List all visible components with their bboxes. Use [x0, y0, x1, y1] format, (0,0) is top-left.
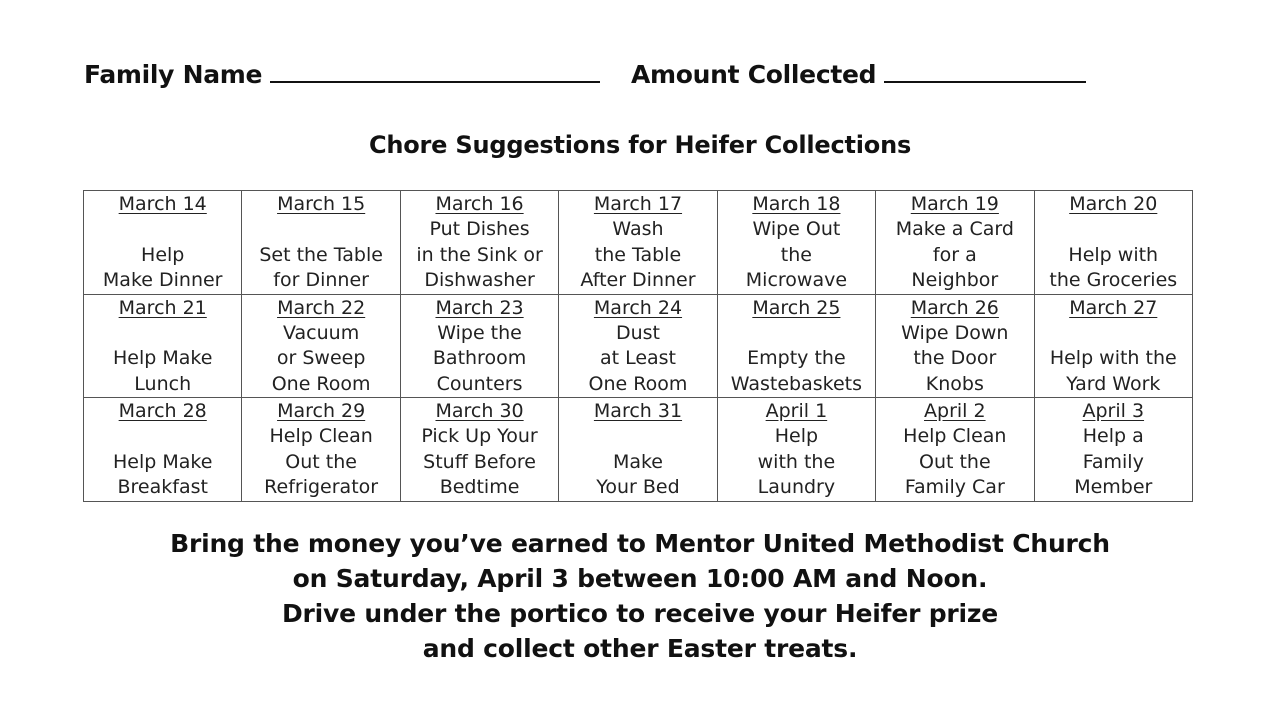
chore-line: Set the Table: [259, 243, 383, 266]
amount-collected-label: Amount Collected: [631, 60, 877, 89]
chore-line: the: [780, 243, 812, 266]
calendar-day-cell: [1034, 191, 1192, 295]
chore-line: Lunch: [134, 372, 192, 395]
chore-text: [403, 218, 556, 294]
day-date: March 26: [910, 296, 999, 319]
calendar-week-row: [84, 191, 1193, 295]
calendar-day-cell: [400, 191, 558, 295]
chore-text: [720, 321, 873, 397]
chore-line: Help Clean: [269, 425, 373, 447]
day-date: March 19: [910, 193, 999, 215]
calendar-day-cell: [717, 398, 875, 502]
calendar-day-cell: [400, 294, 558, 398]
footer-instructions: [0, 526, 1280, 666]
chore-text: [878, 321, 1031, 397]
calendar-day-cell: [559, 294, 717, 398]
chore-text: [561, 218, 714, 294]
chore-line: with the: [757, 450, 836, 473]
footer-line: Bring the money you’ve earned to Mentor United Methodist Church: [170, 529, 1110, 558]
chore-line: Help a: [1082, 425, 1144, 447]
chore-text: [720, 425, 873, 501]
calendar-day-cell: [400, 398, 558, 502]
chore-line: Wipe Down: [901, 321, 1009, 344]
day-date: March 24: [593, 296, 683, 319]
day-date: March 31: [593, 400, 683, 422]
chore-line: Put Dishes: [429, 218, 530, 240]
day-date: March 22: [277, 296, 366, 319]
chore-line: Help: [141, 243, 185, 266]
day-date: March 16: [435, 193, 524, 215]
chore-line: for a: [932, 243, 977, 266]
chore-line: Dust: [615, 321, 660, 344]
family-name-blank: [270, 61, 600, 83]
chore-line: the Table: [594, 243, 682, 266]
footer-line: on Saturday, April 3 between 10:00 AM and Noon.: [292, 564, 988, 593]
chore-line: the Groceries: [1049, 269, 1178, 291]
calendar-body: [84, 191, 1193, 502]
day-date: March 20: [1069, 193, 1158, 215]
chore-line: Counters: [436, 372, 523, 395]
page-title: Chore Suggestions for Heifer Collections: [368, 131, 912, 159]
day-date: March 17: [593, 193, 683, 215]
day-date: April 1: [765, 400, 828, 422]
calendar-day-cell: [559, 398, 717, 502]
chore-calendar-table: [83, 190, 1193, 502]
chore-line: Member: [1074, 476, 1153, 498]
chore-text: [244, 321, 397, 397]
chore-line: Your Bed: [596, 476, 680, 498]
chore-line: Make: [612, 450, 663, 473]
family-name-label: Family Name: [84, 60, 263, 89]
calendar-day-cell: [1034, 398, 1192, 502]
chore-line: Help Make: [113, 347, 213, 369]
chore-text: [86, 218, 239, 294]
day-date: March 15: [277, 193, 366, 215]
calendar-week-row: [84, 294, 1193, 398]
chore-line: Bedtime: [439, 476, 520, 498]
chore-line: One Room: [588, 372, 688, 395]
chore-line: Empty the: [747, 347, 846, 369]
chore-line: at Least: [599, 347, 677, 369]
chore-line: Vacuum: [283, 321, 360, 344]
day-date: March 29: [277, 400, 366, 422]
day-date: March 25: [752, 296, 841, 319]
calendar-day-cell: [876, 294, 1034, 398]
calendar-day-cell: [242, 398, 400, 502]
calendar-day-cell: [876, 398, 1034, 502]
chore-line: Wash: [612, 218, 664, 240]
chore-text: [1037, 218, 1190, 294]
chore-text: [1037, 425, 1190, 501]
chore-text: [86, 321, 239, 397]
chore-line: Yard Work: [1066, 372, 1161, 395]
amount-collected-blank: [884, 61, 1086, 83]
chore-text: [244, 425, 397, 501]
calendar-day-cell: [242, 294, 400, 398]
day-date: March 27: [1069, 296, 1158, 319]
chore-text: [561, 321, 714, 397]
day-date: March 21: [118, 296, 207, 319]
chore-line: Family: [1082, 450, 1144, 473]
day-date: March 30: [435, 400, 524, 422]
chore-line: Help: [774, 425, 819, 447]
chore-line: Neighbor: [911, 269, 999, 291]
chore-line: Laundry: [757, 476, 836, 498]
chore-line: After Dinner: [580, 269, 696, 291]
calendar-day-cell: [84, 294, 242, 398]
chore-line: Help with: [1068, 243, 1159, 266]
chore-line: Wipe Out: [752, 218, 841, 240]
chore-line: Out the: [918, 450, 991, 473]
chore-line: or Sweep: [276, 347, 366, 369]
day-date: March 28: [118, 400, 207, 422]
chore-line: Out the: [285, 450, 357, 473]
chore-text: [878, 425, 1031, 501]
chore-line: Help with the: [1049, 347, 1177, 369]
chore-line: Family Car: [904, 476, 1005, 498]
chore-text: [1037, 321, 1190, 397]
chore-line: in the Sink or: [416, 243, 543, 266]
footer-line: Drive under the portico to receive your Heifer prize: [281, 599, 999, 628]
calendar-day-cell: [717, 294, 875, 398]
family-name-field: [84, 60, 600, 89]
chore-text: [561, 425, 714, 501]
chore-line: Breakfast: [117, 476, 208, 498]
chore-line: Pick Up Your: [421, 425, 538, 447]
calendar-day-cell: [242, 191, 400, 295]
chore-text: [720, 218, 873, 294]
amount-collected-field: [631, 60, 1086, 89]
chore-text: [86, 425, 239, 501]
chore-line: Bathroom: [432, 347, 527, 369]
chore-line: Stuff Before: [423, 450, 536, 473]
chore-line: Wastebaskets: [730, 372, 862, 395]
day-date: March 18: [752, 193, 841, 215]
chore-line: Refrigerator: [264, 476, 379, 498]
chore-line: Knobs: [925, 372, 984, 395]
chore-line: Wipe the: [437, 321, 522, 344]
chore-text: [244, 218, 397, 294]
chore-line: One Room: [271, 372, 371, 395]
chore-line: for Dinner: [273, 269, 369, 291]
day-date: March 23: [435, 296, 524, 319]
footer-line: and collect other Easter treats.: [422, 634, 858, 663]
calendar-day-cell: [717, 191, 875, 295]
calendar-day-cell: [1034, 294, 1192, 398]
day-date: March 14: [118, 193, 207, 215]
chore-line: the Door: [913, 347, 997, 369]
chore-text: [878, 218, 1031, 294]
chore-line: Make a Card: [895, 218, 1014, 240]
calendar-week-row: [84, 398, 1193, 502]
calendar-day-cell: [84, 191, 242, 295]
calendar-day-cell: [84, 398, 242, 502]
chore-text: [403, 425, 556, 501]
chore-text: [403, 321, 556, 397]
chore-line: Help Make: [113, 450, 213, 473]
chore-line: Make Dinner: [102, 269, 223, 291]
chore-line: Dishwasher: [424, 269, 535, 291]
chore-line: Microwave: [745, 269, 848, 291]
calendar-day-cell: [559, 191, 717, 295]
day-date: April 2: [924, 400, 986, 422]
chore-line: Help Clean: [903, 425, 1007, 447]
day-date: April 3: [1082, 400, 1145, 422]
calendar-day-cell: [876, 191, 1034, 295]
